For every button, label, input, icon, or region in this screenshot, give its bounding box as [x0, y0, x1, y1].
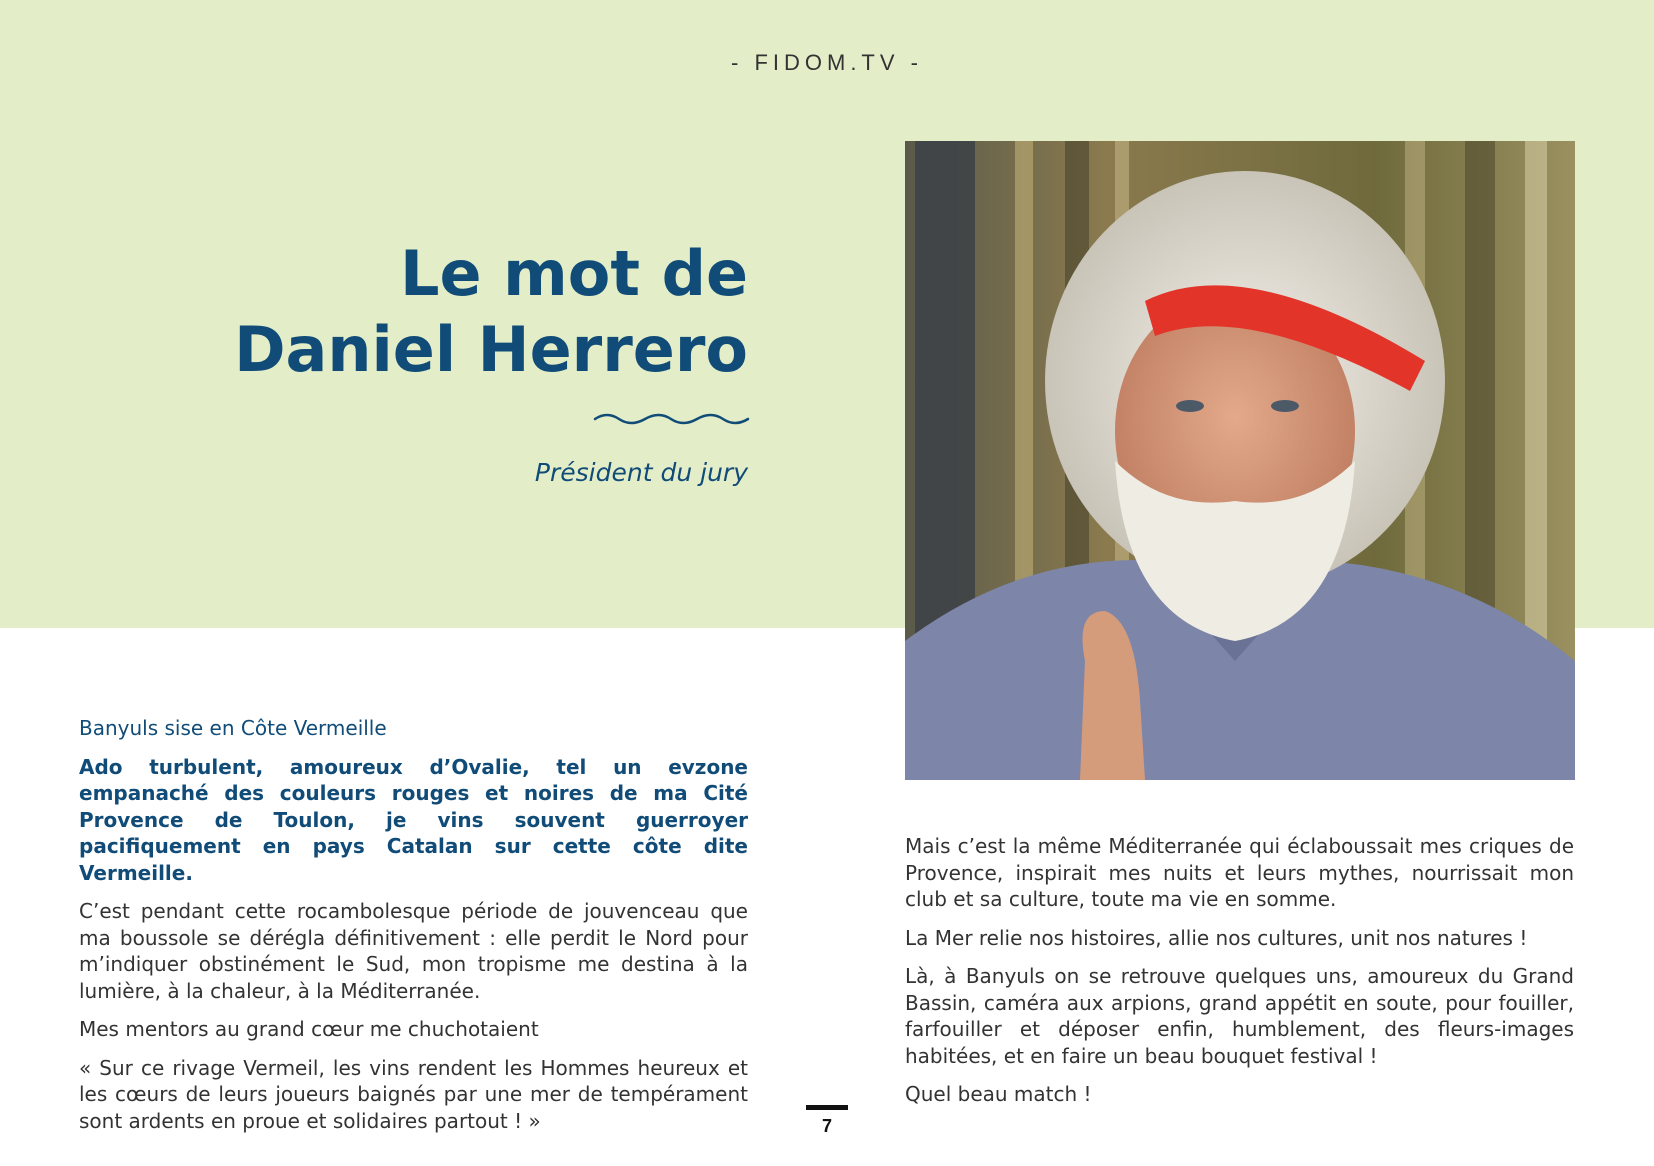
title-line-1: Le mot de — [400, 237, 748, 310]
page-title — [234, 236, 748, 388]
body-paragraph: Mais c’est la même Méditerranée qui éclaboussait mes criques de Provence, inspirait mes nuits et leurs mythes, nourrissait mon club et sa culture, toute ma vie en somme. — [905, 834, 1574, 911]
closing-paragraph: Quel beau match ! — [905, 1082, 1092, 1106]
portrait-photo — [905, 141, 1575, 780]
body-paragraph: Là, à Banyuls on se retrouve quelques uns, amoureux du Grand Bassin, caméra aux arpions, grand appétit en soute, pour fouiller, farfouiller et déposer enfin, humblement, des fleurs-images habitées, et en faire un beau bouquet festival ! — [905, 964, 1574, 1068]
right-text-column — [905, 833, 1574, 1120]
body-paragraph: La Mer relie nos histoires, allie nos cultures, unit nos natures ! — [905, 925, 1528, 950]
body-paragraph: Mes mentors au grand cœur me chuchotaient — [79, 1017, 539, 1041]
page-number: 7 — [821, 1116, 832, 1136]
page-number-rule — [806, 1105, 848, 1110]
page-subtitle: Président du jury — [534, 458, 748, 487]
lead-paragraph: Ado turbulent, amoureux d’Ovalie, tel un evzone empanaché des couleurs rouges et noires de ma Cité Provence de Toulon, je vins souvent guerroyer pacifiquement en pays Catalan sur cette côte dite Vermeille. — [79, 754, 748, 885]
left-text-column — [79, 715, 748, 1146]
wave-divider-icon — [593, 410, 750, 428]
body-paragraph: C’est pendant cette rocambolesque période de jouvenceau que ma boussole se dérégla définitivement : elle perdit le Nord pour m’indiquer obstinément le Sud, mon tropisme me destina à la lumière, à la chaleur, à la Méditerranée. — [79, 899, 748, 1003]
magazine-brand: - FIDOM.TV - — [731, 50, 923, 75]
section-kicker: Banyuls sise en Côte Vermeille — [79, 716, 387, 740]
quote-paragraph: « Sur ce rivage Vermeil, les vins rendent les Hommes heureux et les cœurs de leurs joueurs baignés par une mer de tempérament sont ardents en proue et solidaires partout ! » — [79, 1055, 748, 1133]
title-line-2: Daniel Herrero — [234, 313, 748, 386]
